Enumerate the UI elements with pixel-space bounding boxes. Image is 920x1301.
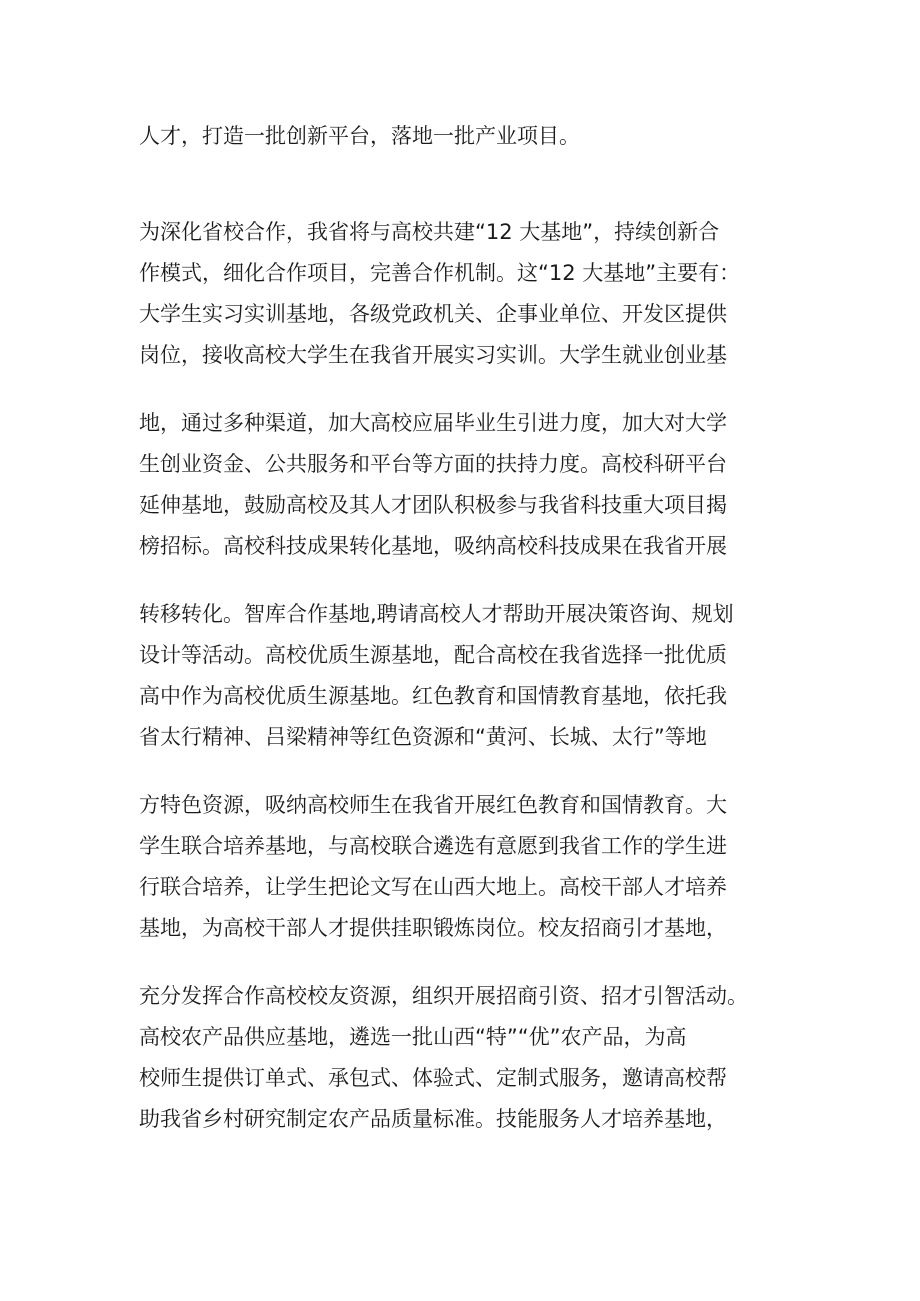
paragraph-2-line-19: 校师生提供订单式、承包式、体验式、定制式服务，邀请高校帮 (139, 1066, 727, 1090)
paragraph-2-line-18: 高校农产品供应基地，遴选一批山西“特”“优”农产品，为高 (139, 1025, 687, 1049)
paragraph-2-line-10: 设计等活动。高校优质生源基地，配合高校在我省选择一批优质 (139, 643, 727, 667)
paragraph-2-line-16: 基地，为高校干部人才提供挂职锻炼岗位。校友招商引才基地， (139, 916, 727, 940)
paragraph-2-line-13: 方特色资源，吸纳高校师生在我省开展红色教育和国情教育。大 (139, 793, 727, 817)
paragraph-2-line-4: 岗位，接收高校大学生在我省开展实习实训。大学生就业创业基 (139, 343, 727, 367)
paragraph-2-line-15: 行联合培养，让学生把论文写在山西大地上。高校干部人才培养 (139, 875, 727, 899)
paragraph-2-line-17: 充分发挥合作高校校友资源，组织开展招商引资、招才引智活动。 (139, 984, 748, 1008)
paragraph-2-line-11: 高中作为高校优质生源基地。红色教育和国情教育基地，依托我 (139, 684, 727, 708)
paragraph-1-line-1: 人才，打造一批创新平台，落地一批产业项目。 (139, 124, 580, 148)
paragraph-2-line-1: 为深化省校合作，我省将与高校共建“12 大基地”，持续创新合 (139, 220, 720, 244)
paragraph-2-line-3: 大学生实习实训基地，各级党政机关、企事业单位、开发区提供 (139, 302, 727, 326)
paragraph-2-line-12: 省太行精神、吕梁精神等红色资源和“黄河、长城、太行”等地 (139, 725, 707, 749)
paragraph-2-line-20: 助我省乡村研究制定农产品质量标准。技能服务人才培养基地， (139, 1107, 727, 1131)
paragraph-2-line-14: 学生联合培养基地，与高校联合遴选有意愿到我省工作的学生进 (139, 834, 727, 858)
paragraph-2-line-6: 生创业资金、公共服务和平台等方面的扶持力度。高校科研平台 (139, 452, 727, 476)
paragraph-2-line-2: 作模式，细化合作项目，完善合作机制。这“12 大基地”主要有： (139, 261, 741, 285)
paragraph-2-line-7: 延伸基地，鼓励高校及其人才团队积极参与我省科技重大项目揭 (139, 493, 727, 517)
paragraph-2-line-5: 地，通过多种渠道，加大高校应届毕业生引进力度，加大对大学 (139, 411, 727, 435)
paragraph-2-line-9: 转移转化。智库合作基地,聘请高校人才帮助开展决策咨询、规划 (139, 602, 734, 626)
paragraph-2-line-8: 榜招标。高校科技成果转化基地，吸纳高校科技成果在我省开展 (139, 534, 727, 558)
